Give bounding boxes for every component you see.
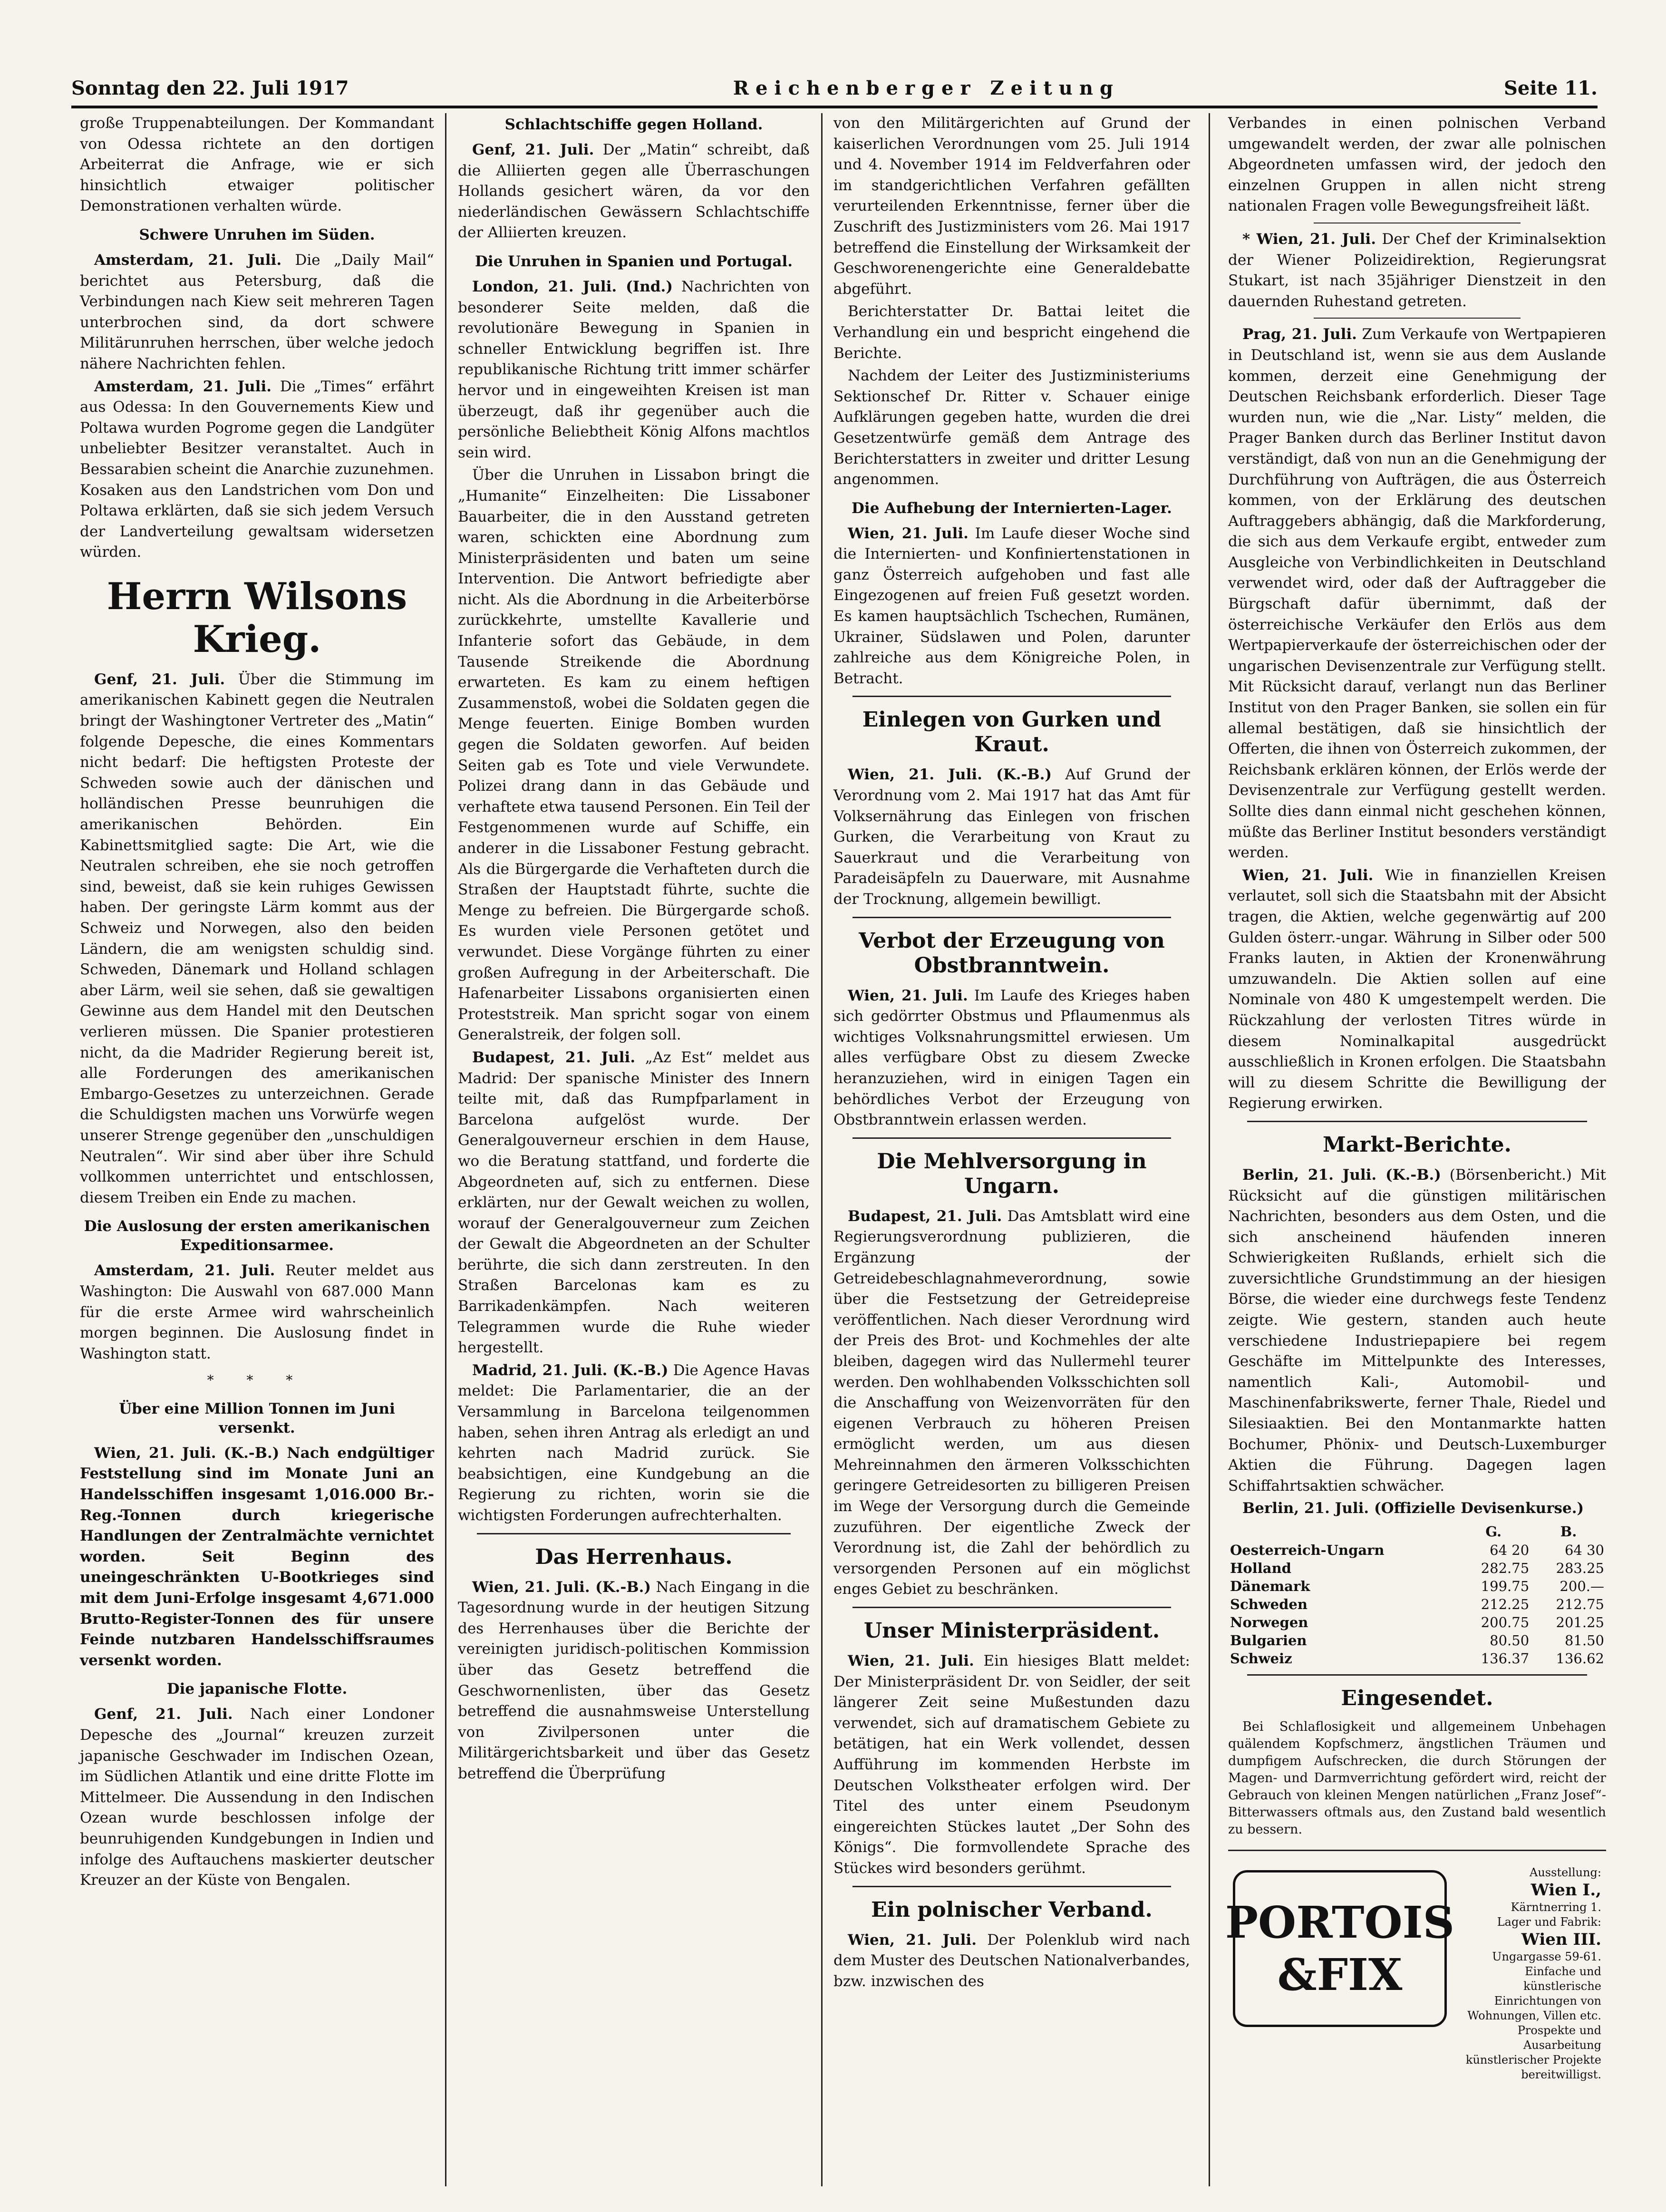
article-paragraph: Wien, 21. Juli. Ein hiesiges Blatt meldet: Der Ministerpräsident Dr. von Seidler, der seit längerer Zeit seine Mußestunden dazu verwendet, sich auf dramatischem Gebiete zu betätigen, hat ein Werk vollendet, dessen Aufführung im kommenden Herbste im Deutschen Volkstheater erfolgen wird. Der Titel des unter einem Pseudonym eingereichten Stückes lautet „Der Sohn des Königs“. Die formvollendete Sprache des Stückes wird besonders gerühmt. (833, 1652, 1190, 1877)
article-continuation: von den Militärgerichten auf Grund der kaiserlichen Verordnungen vom 25. Juli 1914 und 4. November 1914 im Feldverfahren oder im standgerichtlichen Verfahren gefällten verurteilenden Erkenntnisse, ferner über die Zuschrift des Justizministers vom 26. Mai 1917 betreffend die Einstellung der Wirksamkeit der Geschworenengerichte eine Generaldebatte abgeführt. (833, 115, 1190, 298)
masthead-title: Reichenberger Zeitung (733, 77, 1120, 99)
headline-unrest: Schwere Unruhen im Süden. (139, 226, 375, 243)
article-paragraph: Madrid, 21. Juli. (K.-B.) Die Agence Havas meldet: Die Parlamentarier, die an der Versammlung in Barcelona teilgenommen haben, sehen ihren Antrag als erledigt an und kehrten nach Madrid zurück. Sie beabsichtigen, eine Kundgebung an die Regierung zu richten, worin sie die wichtigsten Forderungen aufrechterhalten. (458, 1361, 810, 1524)
article-paragraph: Amsterdam, 21. Juli. Die „Times“ erfährt aus Odessa: In den Gouvernements Kiew und Poltawa wurden Pogrome gegen die Landgüter unbeliebter Besitzer veranstaltet. Auch in Bessarabien scheint die Anarchie zuzunehmen. Kosaken aus den Landstrichen vom Don und Poltawa erklärten, daß sie sich jedem Versuch der Landverteilung gewaltsam widersetzen würden. (80, 378, 435, 561)
article-paragraph: Wien, 21. Juli. (K.-B.) Nach endgültiger Feststellung sind im Monate Juni an Handelsschiffen insgesamt 1,016.000 Br.-Reg.-Tonnen durch kriegerische Handlungen der Zentralmächte vernichtet worden. Seit Beginn des uneingeschränkten U-Bootkrieges sind mit dem Juni-Erfolge insgesamt 4,671.000 Brutto-Register-Tonnen des für unsere Feinde nutzbaren Handelsschiffsraumes versenkt worden. (80, 1444, 434, 1669)
headline-spain: Die Unruhen in Spanien und Portugal. (475, 252, 793, 270)
article-paragraph: Wien, 21. Juli. (K.-B.) Nach Eingang in die Tagesordnung wurde in der heutigen Sitzung des Herrenhauses über die Berichte der vereinigten juridisch-politischen Kommission über das Gesetz betreffend die Geschwornenlisten, über das Gesetz betreffend die ausnahmsweise Unterstellung von Zivilpersonen unter die Militärgerichtsbarkeit und über das Gesetz betreffend die Überprüfung (458, 1578, 810, 1782)
advertisement-portois-fix (1225, 1850, 1606, 2081)
section-rule (852, 1137, 1171, 1139)
page-header (71, 71, 1598, 105)
article-continuation: große Truppenabteilungen. Der Kommandant von Odessa richtete an den dortigen Arbeiterrat die Anfrage, wie er sich hinsichtlich etwaiger politischer Demonstrationen verhalten würde. (80, 115, 434, 215)
headline-polnischer-verband: Ein polnischer Verband. (871, 1897, 1153, 1922)
advertisement-info: Ausstellung: Wien I., Kärntnerring 1. Lager und Fabrik: Wien III. Ungargasse 59-61. Einfache und künstlerische Einrichtungen von Wohnungen, Villen etc. Prospekte und Ausarbeitung künstlerischer Projekte bereitwilligst. (1465, 1866, 1601, 2081)
headline-fleet: Die japanische Flotte. (166, 1680, 348, 1698)
article-paragraph: Wien, 21. Juli. Im Laufe des Krieges haben sich gedörrter Obstmus und Pflaumenmus als wichtiges Volksnahrungsmittel erwiesen. Um alles verfügbare Obst zu diesem Zwecke heranzuziehen, wird in einigen Tagen ein behördliches Verbot der Erzeugung von Obstbranntwein erlassen werden. (833, 987, 1191, 1129)
column-1 (75, 113, 439, 2186)
article-paragraph: Wien, 21. Juli. (K.-B.) Auf Grund der Verordnung vom 2. Mai 1917 hat das Amt für Volksernährung das Einlegen von frischen Gurken, die Verarbeitung von Kraut zu Sauerkraut und die Verarbeitung von Paradeisäpfeln zu Dauerware, mit Ausnahme der Trocknung, allgemein bewilligt. (833, 766, 1190, 908)
column-3 (829, 113, 1195, 2186)
article-paragraph: Genf, 21. Juli. Der „Matin“ schreibt, daß die Alliierten gegen alle Überraschungen Hollands gesichert wären, da vor den niederländischen Gewässern Schlachtschiffe der Alliierten kreuzen. (458, 141, 810, 242)
article-paragraph: Budapest, 21. Juli. Das Amtsblatt wird eine Regierungsverordnung publizieren, die Ergänzung der Getreidebeschlagnahmeverordnung, sowie über die Festsetzung der Getreidepreise veröffentlichen. Nach dieser Verordnung wird der Preis des Brot- und Kochmehles der alte bleiben, dagegen wird das Nullermehl teurer werden. Den wohlhabenden Volksschichten soll die Anschaffung von Weizenvorräten für den eigenen Verbrauch zu höheren Preisen ermöglicht werden, um aus diesen Mehreinnahmen den ärmeren Volksschichten geringere Getreidesorten zu billigeren Preisen im Wege der Versorgung durch die Gemeinde zuzuführen. Der eigentliche Zweck der Verordnung ist, die Zahl der behördlich zu versorgenden Personen auf ein möglichst enges Gebiet zu beschränken. (833, 1207, 1190, 1598)
section-rule (1314, 318, 1521, 319)
article-continuation: Verbandes in einen polnischen Verband umgewandelt werden, der zwar alle polnischen Abgeordneten umfassen wird, der jedoch den einzelnen Gruppen in allen nicht streng nationalen Fragen volle Bewegungsfreiheit läßt. (1228, 115, 1606, 215)
column-divider (821, 113, 823, 2186)
page-number: Seite 11. (1504, 77, 1598, 99)
column-divider (445, 113, 446, 2186)
headline-gurken: Einlegen von Gurken und Kraut. (862, 708, 1162, 757)
article-paragraph: Bei Schlaflosigkeit und allgemeinem Unbehagen quälendem Kopfschmerz, ängstlichen Träumen und dumpfigem Aufschrecken, die durch Störungen der Magen- und Darmverrichtung gefördert wird, reicht der Gebrauch von kleinen Mengen natürlichen „Franz Josef“-Bitterwassers oftmals aus, den Zustand bald wesentlich zu bessern. (1228, 1719, 1606, 1837)
headline-draft: Die Auslosung der ersten amerikanischen Expeditionsarmee. (84, 1218, 430, 1254)
article-paragraph: * Wien, 21. Juli. Der Chef der Kriminalsektion der Wiener Polizeidirektion, Regierungsrat Stukart, ist nach 35jähriger Dienstzeit in den dauernden Ruhestand getreten. (1228, 230, 1606, 310)
article-paragraph: Amsterdam, 21. Juli. Reuter meldet aus Washington: Die Auswahl von 687.000 Mann für die erste Armee wird wahrscheinlich morgen beginnen. Die Auslosung findet in Washington statt. (80, 1262, 434, 1362)
column-header: B. (1560, 1523, 1577, 1540)
portois-fix-logo: PORTOIS &FIX (1233, 1870, 1447, 2027)
headline-mehlversorgung: Die Mehlversorgung in Ungarn. (877, 1149, 1147, 1198)
headline-obstbranntwein: Verbot der Erzeugung von Obstbranntwein. (859, 928, 1165, 978)
article-paragraph: Budapest, 21. Juli. „Az Est“ meldet aus Madrid: Der spanische Minister des Innern teilte mit, daß das Rumpfparlament in Barcelona aufgelöst wurde. Der Generalgouverneur erschien in dem Hause, wo die Beratung stattfand, und forderte die Abgeordneten auf, sich zu entfernen. Diese erklärten, nur der Gewalt weichen zu wollen, worauf der Generalgouverneur zum Zeichen der Gewalt die Abgeordneten an der Schulter berührte, die sich dann zerstreuten. In den Straßen Barcelonas kam es zu Barrikadenkämpfen. Nach weiteren Telegrammen wurde die Ruhe wieder hergestellt. (458, 1048, 810, 1357)
article-paragraph: Wien, 21. Juli. Wie in finanziellen Kreisen verlautet, soll sich die Staatsbahn mit der Absicht tragen, die Aktien, welche gegenwärtig auf 200 Gulden österr.-ungar. Währung in Silber oder 500 Franks lauten, in Aktien der Kronenwährung umzuwandeln. Die Aktien sollen auf eine Nominale von 480 K umgestempelt werden. Die Rückzahlung der verlosten Titres würde in diesem Nominalkapital ausgedrückt ausschließlich in Kronen erfolgen. Die Staatsbahn will zu diesem Schritte die Bewilligung der Regierung erwirken. (1228, 866, 1606, 1112)
article-paragraph: Nachdem der Leiter des Justizministeriums Sektionschef Dr. Ritter v. Schauer einige Aufklärungen gegeben hatte, wurden die drei Gesetzentwürfe gemäß dem Antrage des Berichterstatters in zweiter und dritter Lesung angenommen. (833, 367, 1190, 488)
column-header: G. (1485, 1523, 1502, 1540)
article-paragraph: Genf, 21. Juli. Über die Stimmung im amerikanischen Kabinett gegen die Neutralen bringt der Washingtoner Vertreter des „Matin“ folgende Depesche, die eines Kommentars nicht bedarf: Die heftigsten Proteste der Schweden sowie auch der dänischen und holländischen Presse beunruhigen die amerikanischen Behörden. Ein Kabinettsmitglied sagte: Die Art, wie die Neutralen schreiben, ehe sie noch getroffen sind, beweist, daß sie kein ruhiges Gewissen haben. Der geringste Lärm kommt aus der Schweiz und Norwegen, also den beiden Ländern, die am wenigsten schuldig sind. Schweden, Dänemark und Holland schlagen aber Lärm, weil sie sehen, daß sie gewaltigen Gewinne aus dem Handel mit den Deutschen verlieren müssen. Die Spanier protestieren nicht, da die Madrider Regierung bereit ist, alle Forderungen des amerikanischen Embargo-Gesetzes zu unterzeichnen. Gerade die Schuldigsten machen uns Vorwürfe wegen unserer Strenge gegenüber den „unschuldigen Neutralen“. Wir sind aber über ihre Schuld vollkommen unterrichtet und entschlossen, diesem Treiben ein Ende zu machen. (80, 670, 434, 1206)
article-paragraph: Genf, 21. Juli. Nach einer Londoner Depesche des „Journal“ kreuzen zurzeit japanische Geschwader im Indischen Ozean, im Südlichen Atlantik und eine dritte Flotte im Mittelmeer. Die Aussendung in den Indischen Ozean wurde beschlossen infolge der beunruhigenden Kundgebungen in Indien und infolge des Auftauchens maskierter deutscher Kreuzer an der Küste von Bengalen. (80, 1706, 434, 1889)
table-row: Dänemark 199.75 200.— (1230, 1578, 1604, 1594)
table-row: Oesterreich-Ungarn 64 20 64 30 (1230, 1542, 1604, 1558)
headline-marktberichte: Markt-Berichte. (1323, 1132, 1511, 1157)
headline-wilson: Herrn Wilsons Krieg. (107, 574, 407, 661)
article-paragraph: Wien, 21. Juli. Im Laufe dieser Woche sind die Internierten- und Konfiniertenstationen in ganz Österreich aufgehoben und fast alle Eingezogenen auf freien Fuß gesetzt worden. Es kamen hauptsächlich Tschechen, Rumänen, Ukrainer, Südslawen und Polen, darunter zahlreiche aus dem Königreiche Polen, in Betracht. (833, 524, 1190, 687)
headline-internierten: Die Aufhebung der Internierten-Lager. (852, 499, 1172, 517)
table-row: Schweiz 136.37 136.62 (1230, 1650, 1604, 1667)
column-2 (453, 113, 814, 2186)
header-rule (71, 106, 1598, 108)
table-row: Schweden 212.25 212.75 (1230, 1596, 1604, 1612)
article-paragraph: Berichterstatter Dr. Battai leitet die Verhandlung ein und bespricht eingehend die Berichte. (833, 303, 1190, 362)
section-rule (852, 1607, 1171, 1608)
section-rule (852, 1886, 1171, 1887)
headline-tons: Über eine Million Tonnen im Juni versenkt. (119, 1400, 395, 1436)
section-rule (1247, 1674, 1587, 1676)
table-row: Norwegen 200.75 201.25 (1230, 1614, 1604, 1630)
header-date: Sonntag den 22. Juli 1917 (71, 77, 349, 99)
article-paragraph: Prag, 21. Juli. Zum Verkaufe von Wertpapieren in Deutschland ist, wenn sie aus dem Auslande kommen, derzeit eine Genehmigung der Deutschen Reichsbank erforderlich. Dieser Tage wurden nun, wie die „Nar. Listy“ melden, die Prager Banken durch das Berliner Institut davon verständigt, daß von nun an die Genehmigung der Durchführung von Aufträgen, die aus Österreich kommen, von der Erklärung des deutschen Auftraggebers abhängig, daß die Markforderung, die sich aus dem Verkaufe ergibt, entweder zum Ausgleiche von Verbindlichkeiten in Deutschland verwendet wird, oder daß der Auftraggeber die Bürgschaft dafür übernimmt, daß der österreichische Verkäufer den Erlös aus dem Wertpapierverkaufe der österreichischen oder der ungarischen Devisenzentrale zur Verfügung stellt. Mit Rücksicht darauf, verlangt nun das Berliner Institut von den Prager Banken, sie sollen ein für allemal bestätigen, daß sie hinsichtlich der Offerten, die ihnen von Österreich zukommen, der Reichsbank erklären können, der Erlös werde der Devisenzentrale zur Verfügung gestellt werden. Sollte dies dann einmal nicht geschehen können, müßte das Berliner Institut besonders verständigt werden. (1228, 326, 1606, 862)
column-divider (1209, 113, 1210, 2186)
headline-ministerpraesident: Unser Ministerpräsident. (863, 1619, 1160, 1643)
article-paragraph: Über die Unruhen in Lissabon bringt die „Humanite“ Einzelheiten: Die Lissaboner Bauarbeiter, die in den Ausstand getreten waren, schickten eine Abordnung zum Ministerpräsidenten und baten um seine Intervention. Die Antwort befriedigte aber nicht. Als die Abordnung in die Arbeiterbörse zurückkehrte, umstellte Kavallerie und Infanterie sofort das Gebäude, in dem Tausende Streikende die Abordnung erwarteten. Es kam zu einem heftigen Zusammenstoß, wobei die Soldaten gegen die Menge feuerten. Einige Bomben wurden gegen die Soldaten geworfen. Auf beiden Seiten gab es Tote und viele Verwundete. Polizei drang dann in das Gebäude und verhaftete etwa tausend Personen. Ein Teil der Festgenommenen wurde auf Schiffe, ein anderer in die Lissaboner Festung gebracht. Als die Bürgergarde die Verhafteten durch die Straßen der Hauptstadt führte, suchte die Menge zu befreien. Die Bürgergarde schoß. Es wurden viele Personen getötet und verwundet. Diese Vorgänge führten zu einer großen Aufregung in der Arbeiterschaft. Die Hafenarbeiter Lissabons organisierten einen Proteststreik. Man spricht sogar von einem Generalstreik, der folgen soll. (458, 466, 810, 1044)
headline-eingesendet: Eingesendet. (1341, 1686, 1493, 1710)
section-rule (477, 1533, 791, 1534)
article-paragraph: Berlin, 21. Juli. (K.-B.) (Börsenbericht.) Mit Rücksicht auf die günstigen militärischen Nachrichten, besonders aus dem Osten, und die sich anscheinend häufenden inneren Schwierigkeiten Rußlands, erhielt sich die zuversichtliche Grundstimmung an der hiesigen Börse, die wieder eine durchwegs feste Tendenz zeigte. Wie gestern, standen auch heute verschiedene Industriepapiere bei regem Geschäfte im Mittelpunkte des Interesses, namentlich Kali-, Automobil- und Maschinenfabrikswerte, ferner Thale, Riedel und Silesiaaktien. Bei den Montanmarkte hatten Bochumer, Phönix- und Deutsch-Luxemburger Aktien die Führung. Dagegen lagen Schiffahrtsaktien schwächer. (1228, 1166, 1606, 1494)
headline-herrenhaus: Das Herrenhaus. (535, 1544, 733, 1569)
section-rule (852, 917, 1171, 918)
separator-stars: * * * (207, 1372, 307, 1388)
fx-table-heading: Berlin, 21. Juli. (Offizielle Devisenkurse.) (1242, 1500, 1584, 1517)
table-row: Bulgarien 80.50 81.50 (1230, 1632, 1604, 1649)
table-header-row (1228, 1522, 1606, 1541)
headline-holland: Schlachtschiffe gegen Holland. (504, 116, 763, 133)
exchange-rate-table (1228, 1522, 1606, 1668)
section-rule (1247, 1121, 1587, 1122)
column-4 (1223, 113, 1611, 2186)
section-rule (852, 696, 1171, 697)
article-paragraph: Amsterdam, 21. Juli. Die „Daily Mail“ berichtet aus Petersburg, daß die Verbindungen nach Kiew seit mehreren Tagen unterbrochen sind, da dort schwere Militärunruhen herrschen, über welche jedoch nähere Nachrichten fehlen. (80, 251, 435, 372)
article-paragraph: London, 21. Juli. (Ind.) Nachrichten von besonderer Seite melden, daß die revolutionäre Bewegung in Spanien in schneller Entwicklung begriffen ist. Ihre republikanische Richtung tritt immer schärfer hervor und in eingeweihten Kreisen ist man überzeugt, daß ihr gegenüber auch die persönliche Beliebtheit König Alfons machtlos sein wird. (458, 278, 810, 461)
table-row: Holland 282.75 283.25 (1230, 1560, 1604, 1576)
article-paragraph: Wien, 21. Juli. Der Polenklub wird nach dem Muster des Deutschen Nationalverbandes, bzw. inzwischen des (833, 1931, 1191, 1990)
